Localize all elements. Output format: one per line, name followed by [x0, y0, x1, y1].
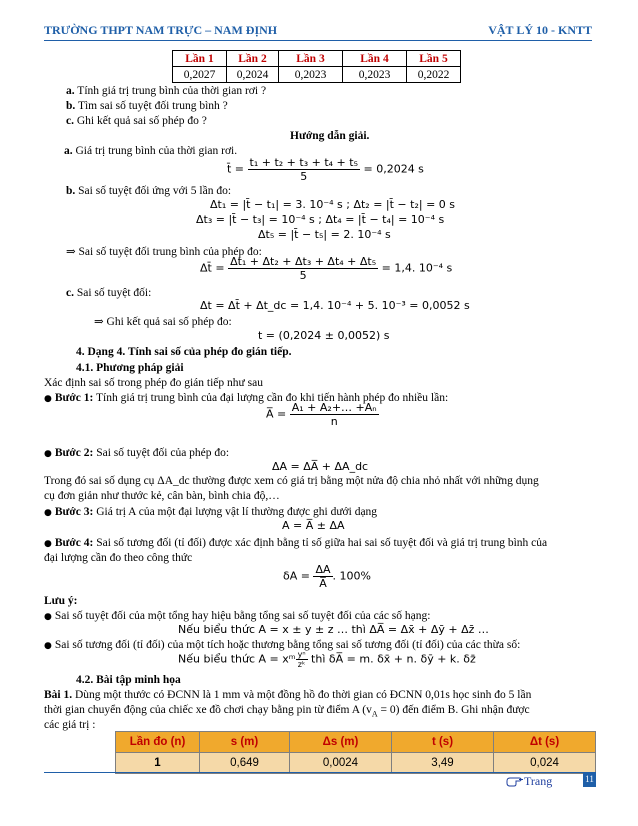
subject-name: VẬT LÝ 10 - KNTT: [488, 23, 592, 37]
trial-header-cell: Lần 3: [279, 51, 343, 67]
step3: ● Bước 3: Giá trị A của một đại lượng vật lí thường được ghi dưới dạng: [44, 506, 378, 518]
note-2: ● Sai số tương đối (tỉ đối) của một tích hoặc thương bằng tổng sai số tương đối (tỉ đối) của các thừa số:: [44, 639, 521, 651]
measurement-header-cell: Δs (m): [290, 732, 392, 753]
page-header: [44, 20, 592, 40]
bullet-icon: ●: [44, 612, 52, 622]
avg-intro: ⇒ Sai số tuyệt đối trung bình của phép đo:: [66, 246, 262, 258]
measurement-header-cell: Δt (s): [494, 732, 596, 753]
bullet-icon: ●: [44, 641, 52, 651]
section4-title: 4. Dạng 4. Tính sai số của phép đo gián tiếp.: [76, 346, 292, 358]
delta-t5: Δt₅ = |t̄ − t₅| = 2. 10⁻⁴ s: [258, 228, 391, 241]
trial-header-cell: Lần 4: [343, 51, 407, 67]
trial-value-cell: 0,2024: [227, 67, 279, 83]
measurement-header-cell: t (s): [392, 732, 494, 753]
exercise-1-line-2: thời gian chuyển động của chiếc xe đồ chơi chạy bằng pin từ điểm A $(v_A = 0)$ đến điểm B. Ghi nhận được: [44, 704, 530, 719]
note-1-equation: Nếu biểu thức A = x ± y ± z … thì ΔA̅ = Δx̄ + Δȳ + Δz̄ …: [178, 623, 489, 636]
step4-text-2: đại lượng cần đo theo công thức: [44, 552, 193, 564]
bullet-icon: ●: [44, 449, 52, 459]
page-number: 11: [583, 772, 596, 787]
section4-intro: Xác định sai số trong phép đo gián tiếp như sau: [44, 377, 263, 389]
step2-equation: ΔA = ΔA̅ + ΔA_dc: [272, 460, 369, 473]
result-intro: ⇒ Ghi kết quả sai số phép đo:: [94, 316, 232, 328]
abar-equation: A̅ = $\frac{\text{A₁ + A₂+… +Aₙ}}{n}$: [266, 401, 377, 428]
trial-header-cell: Lần 1: [173, 51, 227, 67]
dtbar-equation: Δt̄ = $\frac{\text{Δt₁ + Δt₂ + Δt₃ + Δt₄ + Δt₅}}{5}$ = 1,4. 10⁻⁴ s: [200, 255, 453, 282]
trial-table-header-row: [173, 51, 461, 67]
measurement-cell: 0,024: [494, 753, 596, 774]
page-label: Trang: [524, 774, 553, 788]
note-2-fraction: $\frac{\text{yⁿ}}{\text{zᵏ}}$: [297, 650, 306, 669]
measurement-table: [115, 731, 596, 774]
pointing-hand-icon: [506, 775, 524, 787]
relative-error-fraction: $\frac{\Delta A}{A̅}$: [315, 563, 331, 590]
note-1: ● Sai số tuyệt đối của một tổng hay hiệu bằng tổng sai số tuyệt đối của các số hạng:: [44, 610, 431, 622]
result-equation: t = (0,2024 ± 0,0052) s: [258, 329, 390, 342]
trial-value-cell: 0,2027: [173, 67, 227, 83]
exercise-1-line-1: Bài 1. Dùng một thước có ĐCNN là 1 mm và một đồng hồ đo thời gian có ĐCNN 0,01s học sinh đo 5 lần: [44, 689, 532, 701]
relative-error-equation: δA = $\frac{\Delta A}{A̅}$ . 100%: [283, 563, 371, 590]
trial-value-cell: 0,2022: [407, 67, 461, 83]
solution-a: a. Giá trị trung bình của thời gian rơi.: [64, 145, 238, 157]
section4-2-title: 4.2. Bài tập minh họa: [76, 674, 181, 686]
note-title: Lưu ý:: [44, 595, 78, 607]
delta-t12: Δt₁ = |t̄ − t₁| = 3. 10⁻⁴ s ; Δt₂ = |t̄ − t₂| = 0 s: [210, 198, 456, 211]
step2-desc-2: cụ đơn giản như thước kẻ, cân bàn, bình chia độ,…: [44, 490, 280, 502]
dt-equation: Δt = Δt̄ + Δt_dc = 1,4. 10⁻⁴ + 5. 10⁻³ = 0,0052 s: [200, 299, 470, 312]
trial-table-value-row: [173, 67, 461, 83]
solution-title: Hướng dẫn giải.: [290, 130, 370, 142]
measurement-header-row: [116, 732, 596, 753]
step4: ● Bước 4: Sai số tương đối (tỉ đối) được xác định bằng tỉ số giữa hai sai số tuyệt đối và giá trị trung bình của: [44, 537, 548, 549]
measurement-cell: 0,649: [200, 753, 290, 774]
bullet-icon: ●: [44, 508, 52, 518]
measurement-cell: 0,0024: [290, 753, 392, 774]
trial-header-cell: Lần 2: [227, 51, 279, 67]
step2-desc-1: Trong đó sai số dụng cụ ΔA_dc thường được xem có giá trị bằng một nửa độ chia nhỏ nhất với những dụng: [44, 475, 539, 487]
measurement-data-row: [116, 753, 596, 774]
solution-b: b. Sai số tuyệt đối ứng với 5 lần đo:: [66, 185, 232, 197]
measurement-header-cell: s (m): [200, 732, 290, 753]
delta-t34: Δt₃ = |t̄ − t₃| = 10⁻⁴ s ; Δt₄ = |t̄ − t₄| = 10⁻⁴ s: [196, 213, 445, 226]
question-c: c. Ghi kết quả sai số phép đo ?: [66, 115, 207, 127]
trial-value-cell: 0,2023: [279, 67, 343, 83]
footer-divider: [44, 772, 592, 773]
trial-header-cell: Lần 5: [407, 51, 461, 67]
step3-equation: A = A̅ ± ΔA: [282, 519, 345, 532]
section4-1-title: 4.1. Phương pháp giải: [76, 362, 184, 374]
tbar-equation: t̄ = $\frac{\text{t₁ + t₂ + t₃ + t₄ + t₅}}{5}$ = 0,2024 s: [227, 156, 424, 183]
measurement-header-cell: Lần đo (n): [116, 732, 200, 753]
question-a: a. Tính giá trị trung bình của thời gian rơi ?: [66, 85, 267, 97]
trial-value-cell: 0,2023: [343, 67, 407, 83]
abar-fraction: $\frac{\text{A₁ + A₂+… +Aₙ}}{n}$: [291, 401, 377, 428]
bullet-icon: ●: [44, 539, 52, 549]
measurement-cell: 1: [116, 753, 200, 774]
solution-c: c. Sai số tuyệt đối:: [66, 287, 152, 299]
note-2-equation: Nếu biểu thức A = xᵐ $\frac{\text{yⁿ}}{\text{zᵏ}}$ thì δA̅ = m. δx̄ + n. δȳ + k. δz̄: [178, 650, 476, 669]
bullet-icon: ●: [44, 394, 52, 404]
dtbar-fraction: $\frac{\text{Δt₁ + Δt₂ + Δt₃ + Δt₄ + Δt₅}}{5}$: [230, 255, 377, 282]
step1: ● Bước 1: Tính giá trị trung bình của đại lượng cần đo khi tiến hành phép đo nhiều lần:: [44, 392, 449, 404]
school-name: TRƯỜNG THPT NAM TRỰC – NAM ĐỊNH: [44, 23, 278, 37]
question-b: b. Tìm sai số tuyệt đối trung bình ?: [66, 100, 228, 112]
tbar-fraction: $\frac{\text{t₁ + t₂ + t₃ + t₄ + t₅}}{5}$: [249, 156, 358, 183]
exercise-1-line-3: các giá trị :: [44, 719, 96, 731]
trial-table: [172, 50, 461, 83]
step2: ● Bước 2: Sai số tuyệt đối của phép đo:: [44, 447, 230, 459]
header-divider: [44, 40, 592, 41]
measurement-cell: 3,49: [392, 753, 494, 774]
